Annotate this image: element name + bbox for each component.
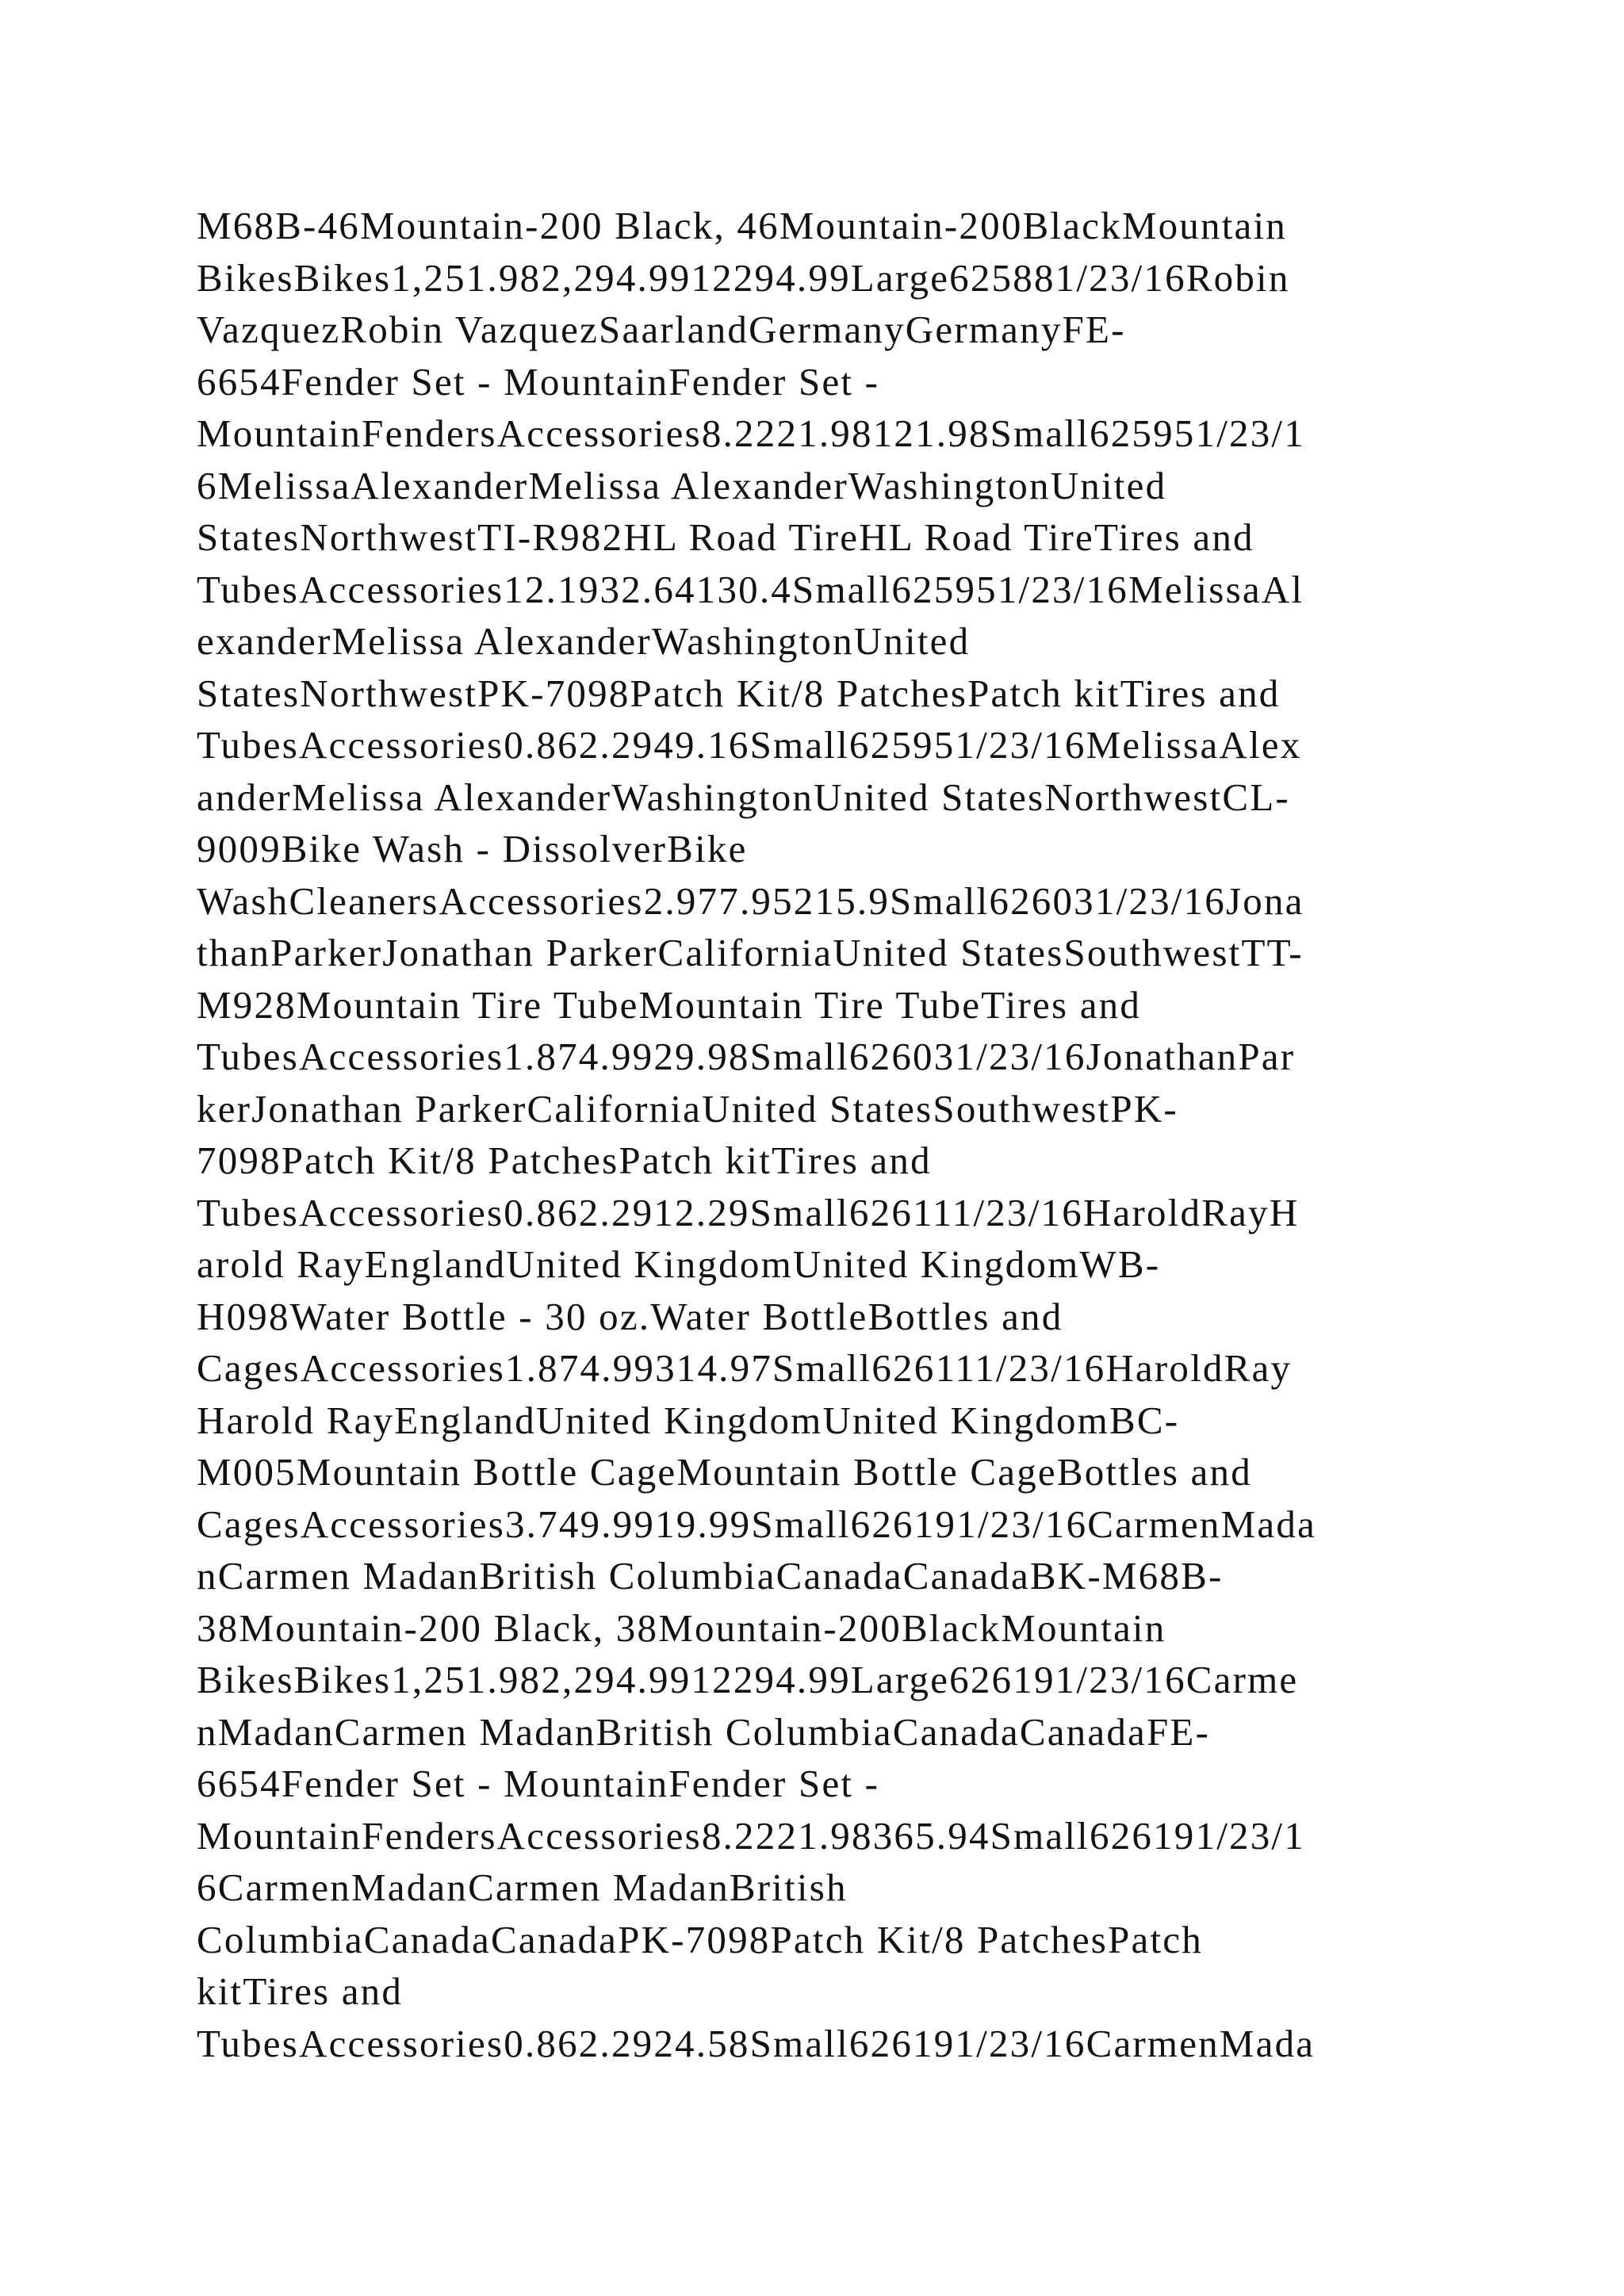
text-line: CagesAccessories1.874.99314.97Small626111/23/16HaroldRay: [197, 1346, 1293, 1390]
text-line: kitTires and: [197, 1969, 404, 2013]
text-line: StatesNorthwestTI-R982HL Road TireHL Road TireTires and: [197, 515, 1254, 559]
text-line: TubesAccessories0.862.2912.29Small626111/23/16HaroldRayH: [197, 1190, 1300, 1234]
text-line: kerJonathan ParkerCaliforniaUnited StatesSouthwestPK-: [197, 1086, 1178, 1131]
text-line: BikesBikes1,251.982,294.9912294.99Large626191/23/16Carme: [197, 1658, 1299, 1701]
text-line: TubesAccessories12.1932.64130.4Small625951/23/16MelissaAl: [197, 567, 1304, 611]
text-line: 6CarmenMadanCarmen MadanBritish: [197, 1866, 848, 1909]
text-line: exanderMelissa AlexanderWashingtonUnited: [197, 619, 971, 663]
text-line: 6654Fender Set - MountainFender Set -: [197, 1762, 880, 1805]
text-line: StatesNorthwestPK-7098Patch Kit/8 PatchesPatch kitTires and: [197, 671, 1281, 715]
text-line: TubesAccessories1.874.9929.98Small626031/23/16JonathanPar: [197, 1035, 1296, 1078]
text-line: nMadanCarmen MadanBritish ColumbiaCanadaCanadaFE-: [197, 1709, 1211, 1754]
text-line: WashCleanersAccessories2.977.95215.9Small626031/23/16Jona: [197, 878, 1304, 923]
text-line: 9009Bike Wash - DissolverBike: [197, 827, 748, 871]
text-line: TubesAccessories0.862.2924.58Small626191/23/16CarmenMada: [197, 2021, 1316, 2065]
text-line: CagesAccessories3.749.9919.99Small626191/23/16CarmenMada: [197, 1502, 1316, 1546]
text-line: anderMelissa AlexanderWashingtonUnited StatesNorthwestCL-: [197, 775, 1290, 819]
document-text-block: [197, 200, 1465, 2069]
text-line: BikesBikes1,251.982,294.9912294.99Large625881/23/16Robin: [197, 255, 1290, 300]
text-line: 6654Fender Set - MountainFender Set -: [197, 359, 880, 404]
text-line: MountainFendersAccessories8.2221.98121.98Small625951/23/1: [197, 411, 1305, 455]
text-line: MountainFendersAccessories8.2221.98365.94Small626191/23/1: [197, 1813, 1305, 1858]
text-line: 38Mountain-200 Black, 38Mountain-200BlackMountain: [197, 1605, 1166, 1650]
text-line: nCarmen MadanBritish ColumbiaCanadaCanadaBK-M68B-: [197, 1554, 1224, 1598]
text-line: 6MelissaAlexanderMelissa AlexanderWashingtonUnited: [197, 463, 1167, 507]
text-line: M005Mountain Bottle CageMountain Bottle CageBottles and: [197, 1450, 1252, 1494]
text-line: VazquezRobin VazquezSaarlandGermanyGermanyFE-: [197, 308, 1126, 351]
text-line: 7098Patch Kit/8 PatchesPatch kitTires and: [197, 1138, 932, 1182]
text-line: arold RayEnglandUnited KingdomUnited KingdomWB-: [197, 1242, 1161, 1286]
text-line: H098Water Bottle - 30 oz.Water BottleBottles and: [197, 1294, 1063, 1338]
text-line: ColumbiaCanadaCanadaPK-7098Patch Kit/8 PatchesPatch: [197, 1917, 1203, 1961]
text-line: Harold RayEnglandUnited KingdomUnited KingdomBC-: [197, 1398, 1180, 1442]
text-line: TubesAccessories0.862.2949.16Small625951/23/16MelissaAlex: [197, 723, 1302, 767]
text-line: M928Mountain Tire TubeMountain Tire TubeTires and: [197, 982, 1142, 1027]
text-line: M68B-46Mountain-200 Black, 46Mountain-200BlackMountain: [197, 204, 1287, 247]
text-line: thanParkerJonathan ParkerCaliforniaUnited StatesSouthwestTT-: [197, 931, 1304, 974]
